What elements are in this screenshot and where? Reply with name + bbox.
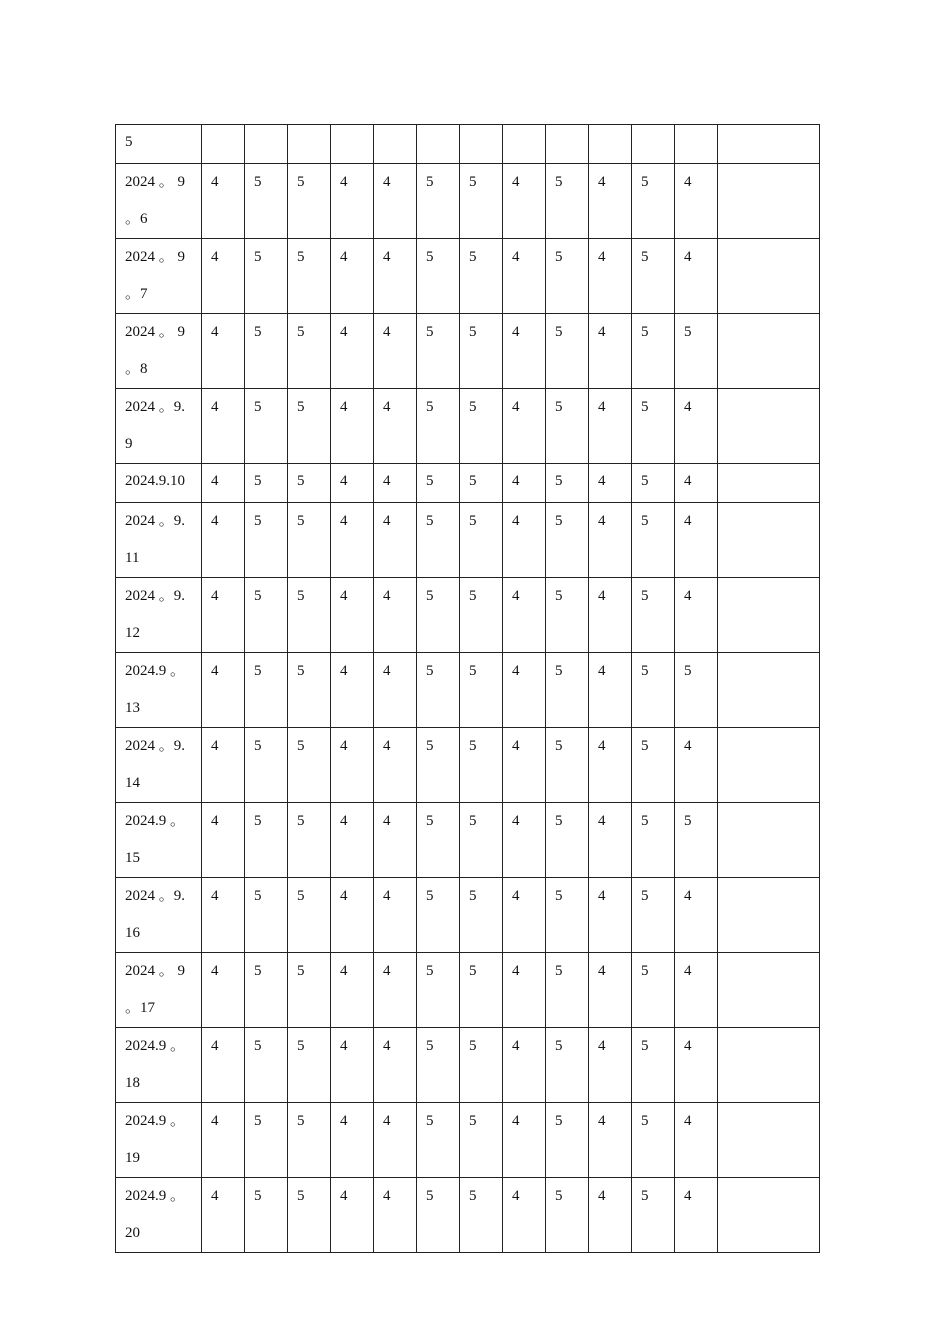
score-cell: 4 bbox=[374, 803, 417, 878]
score-cell: 4 bbox=[331, 239, 374, 314]
score-cell: 5 bbox=[460, 803, 503, 878]
note-cell bbox=[718, 1103, 820, 1178]
score-cell: 5 bbox=[546, 503, 589, 578]
date-cell bbox=[116, 164, 202, 239]
score-cell: 5 bbox=[460, 953, 503, 1028]
score-cell: 4 bbox=[503, 164, 546, 239]
score-cell: 5 bbox=[546, 1028, 589, 1103]
score-cell: 4 bbox=[503, 314, 546, 389]
score-cell: 5 bbox=[460, 653, 503, 728]
score-cell: 4 bbox=[503, 578, 546, 653]
score-cell: 4 bbox=[675, 878, 718, 953]
score-cell: 5 bbox=[417, 464, 460, 503]
date-text: 2024.9 。 bbox=[125, 663, 186, 679]
score-cell: 4 bbox=[374, 464, 417, 503]
score-cell: 5 bbox=[288, 1103, 331, 1178]
note-cell bbox=[718, 389, 820, 464]
score-cell: 5 bbox=[417, 1103, 460, 1178]
date-cell bbox=[116, 125, 202, 164]
score-cell: 5 bbox=[288, 164, 331, 239]
note-cell bbox=[718, 464, 820, 503]
score-cell: 5 bbox=[632, 578, 675, 653]
score-cell: 4 bbox=[374, 239, 417, 314]
score-cell: 4 bbox=[589, 314, 632, 389]
score-cell: 5 bbox=[546, 164, 589, 239]
date-text: 2024.9.10 bbox=[125, 473, 185, 489]
date-text: 。7 bbox=[125, 286, 148, 302]
score-cell bbox=[417, 125, 460, 164]
score-cell: 4 bbox=[202, 314, 245, 389]
score-cell: 4 bbox=[675, 953, 718, 1028]
score-cell: 5 bbox=[288, 464, 331, 503]
score-cell: 4 bbox=[202, 164, 245, 239]
score-cell: 5 bbox=[288, 653, 331, 728]
date-text: 2024 。9. bbox=[125, 588, 186, 604]
note-cell bbox=[718, 578, 820, 653]
score-cell: 5 bbox=[417, 164, 460, 239]
date-text: 2024 。9. bbox=[125, 513, 186, 529]
note-cell bbox=[718, 503, 820, 578]
score-cell: 5 bbox=[546, 239, 589, 314]
score-cell: 5 bbox=[288, 803, 331, 878]
note-cell bbox=[718, 953, 820, 1028]
score-cell: 5 bbox=[675, 653, 718, 728]
score-cell bbox=[460, 125, 503, 164]
score-cell: 4 bbox=[331, 803, 374, 878]
score-cell: 4 bbox=[202, 878, 245, 953]
date-text: 9 bbox=[125, 436, 133, 452]
score-cell: 5 bbox=[675, 803, 718, 878]
score-cell: 5 bbox=[245, 389, 288, 464]
score-cell: 5 bbox=[546, 728, 589, 803]
score-cell: 4 bbox=[374, 953, 417, 1028]
score-cell: 5 bbox=[632, 314, 675, 389]
date-text: 20 bbox=[125, 1225, 140, 1241]
score-cell: 4 bbox=[374, 389, 417, 464]
note-cell bbox=[718, 239, 820, 314]
score-cell: 4 bbox=[675, 1028, 718, 1103]
score-cell: 4 bbox=[589, 1103, 632, 1178]
score-cell: 4 bbox=[675, 578, 718, 653]
score-cell: 5 bbox=[632, 803, 675, 878]
score-cell: 5 bbox=[417, 389, 460, 464]
score-cell: 4 bbox=[331, 164, 374, 239]
date-text: 14 bbox=[125, 775, 140, 791]
score-cell: 5 bbox=[288, 578, 331, 653]
score-cell: 5 bbox=[460, 1103, 503, 1178]
score-cell: 4 bbox=[331, 314, 374, 389]
score-cell: 4 bbox=[374, 728, 417, 803]
score-cell: 5 bbox=[632, 728, 675, 803]
score-cell: 4 bbox=[503, 803, 546, 878]
score-cell: 4 bbox=[589, 503, 632, 578]
score-cell: 4 bbox=[589, 728, 632, 803]
table-row bbox=[116, 803, 820, 878]
score-cell: 4 bbox=[589, 239, 632, 314]
date-text: 2024 。 9 bbox=[125, 249, 186, 265]
score-cell: 5 bbox=[417, 578, 460, 653]
date-cell bbox=[116, 464, 202, 503]
date-text: 2024 。9. bbox=[125, 399, 186, 415]
date-cell bbox=[116, 878, 202, 953]
table-row bbox=[116, 464, 820, 503]
score-cell: 5 bbox=[546, 314, 589, 389]
score-cell: 5 bbox=[632, 1028, 675, 1103]
score-cell bbox=[374, 125, 417, 164]
score-cell: 5 bbox=[632, 653, 675, 728]
score-cell: 4 bbox=[202, 389, 245, 464]
score-cell: 4 bbox=[589, 164, 632, 239]
score-cell: 5 bbox=[417, 728, 460, 803]
score-cell: 5 bbox=[288, 503, 331, 578]
score-cell: 5 bbox=[245, 503, 288, 578]
table-row bbox=[116, 728, 820, 803]
score-cell: 5 bbox=[245, 578, 288, 653]
score-cell: 4 bbox=[503, 953, 546, 1028]
score-cell: 4 bbox=[503, 728, 546, 803]
score-cell: 4 bbox=[589, 653, 632, 728]
table-row bbox=[116, 389, 820, 464]
score-cell: 4 bbox=[589, 953, 632, 1028]
note-cell bbox=[718, 803, 820, 878]
date-cell bbox=[116, 728, 202, 803]
score-cell: 4 bbox=[331, 503, 374, 578]
score-cell: 5 bbox=[632, 1103, 675, 1178]
score-cell: 5 bbox=[245, 1103, 288, 1178]
date-text: 2024 。 9 bbox=[125, 174, 186, 190]
score-cell: 5 bbox=[546, 389, 589, 464]
score-cell: 5 bbox=[417, 1028, 460, 1103]
date-cell bbox=[116, 503, 202, 578]
score-cell: 5 bbox=[417, 314, 460, 389]
score-cell: 5 bbox=[288, 1028, 331, 1103]
score-cell: 4 bbox=[331, 1103, 374, 1178]
table-row bbox=[116, 1103, 820, 1178]
score-cell: 5 bbox=[460, 578, 503, 653]
note-cell bbox=[718, 878, 820, 953]
score-cell: 4 bbox=[675, 1178, 718, 1253]
score-cell: 4 bbox=[202, 728, 245, 803]
score-cell: 4 bbox=[374, 1028, 417, 1103]
score-cell: 4 bbox=[374, 1103, 417, 1178]
score-cell: 4 bbox=[589, 1178, 632, 1253]
score-cell: 4 bbox=[374, 503, 417, 578]
date-text: 2024 。 9 bbox=[125, 324, 186, 340]
score-cell: 5 bbox=[546, 803, 589, 878]
date-text: 2024 。9. bbox=[125, 888, 186, 904]
note-cell bbox=[718, 1178, 820, 1253]
score-cell: 5 bbox=[417, 653, 460, 728]
score-cell bbox=[288, 125, 331, 164]
score-cell: 4 bbox=[589, 389, 632, 464]
score-cell: 5 bbox=[546, 1178, 589, 1253]
table-row bbox=[116, 125, 820, 164]
date-cell bbox=[116, 1103, 202, 1178]
note-cell bbox=[718, 1028, 820, 1103]
score-cell: 5 bbox=[288, 389, 331, 464]
date-text: 2024.9 。 bbox=[125, 813, 186, 829]
table-row bbox=[116, 578, 820, 653]
score-cell: 4 bbox=[503, 239, 546, 314]
score-cell: 4 bbox=[503, 653, 546, 728]
note-cell bbox=[718, 728, 820, 803]
date-cell bbox=[116, 314, 202, 389]
score-cell: 5 bbox=[245, 1178, 288, 1253]
date-text: 12 bbox=[125, 625, 140, 641]
score-cell: 4 bbox=[331, 953, 374, 1028]
date-text: 2024.9 。 bbox=[125, 1113, 186, 1129]
score-cell: 4 bbox=[503, 1178, 546, 1253]
score-cell: 4 bbox=[202, 953, 245, 1028]
score-cell: 5 bbox=[417, 1178, 460, 1253]
date-text: 16 bbox=[125, 925, 140, 941]
date-text: 2024 。9. bbox=[125, 738, 186, 754]
date-text: 。8 bbox=[125, 361, 148, 377]
score-cell: 4 bbox=[503, 1103, 546, 1178]
score-cell: 5 bbox=[460, 389, 503, 464]
date-cell bbox=[116, 653, 202, 728]
score-cell: 5 bbox=[245, 878, 288, 953]
date-cell bbox=[116, 239, 202, 314]
table-row bbox=[116, 239, 820, 314]
note-cell bbox=[718, 125, 820, 164]
score-cell: 5 bbox=[460, 164, 503, 239]
score-cell: 5 bbox=[245, 314, 288, 389]
score-cell bbox=[546, 125, 589, 164]
score-cell: 4 bbox=[331, 1178, 374, 1253]
date-cell bbox=[116, 1178, 202, 1253]
score-cell: 4 bbox=[202, 464, 245, 503]
score-cell: 5 bbox=[245, 239, 288, 314]
score-cell: 4 bbox=[675, 728, 718, 803]
table-row bbox=[116, 164, 820, 239]
score-cell: 5 bbox=[460, 1178, 503, 1253]
score-cell: 4 bbox=[503, 464, 546, 503]
score-cell: 5 bbox=[632, 878, 675, 953]
date-text: 15 bbox=[125, 850, 140, 866]
score-cell: 4 bbox=[503, 503, 546, 578]
score-cell: 4 bbox=[202, 239, 245, 314]
score-cell: 5 bbox=[245, 164, 288, 239]
score-cell: 4 bbox=[675, 239, 718, 314]
date-text: 11 bbox=[125, 550, 140, 566]
date-text: 。17 bbox=[125, 1000, 156, 1016]
score-cell: 4 bbox=[675, 503, 718, 578]
score-cell: 4 bbox=[202, 1178, 245, 1253]
score-cell: 4 bbox=[589, 464, 632, 503]
score-cell: 5 bbox=[632, 239, 675, 314]
score-cell: 5 bbox=[460, 464, 503, 503]
score-cell: 4 bbox=[331, 464, 374, 503]
score-cell: 5 bbox=[417, 503, 460, 578]
score-cell bbox=[503, 125, 546, 164]
score-cell: 5 bbox=[546, 953, 589, 1028]
data-table bbox=[115, 124, 820, 1253]
score-cell: 5 bbox=[546, 653, 589, 728]
score-cell: 5 bbox=[417, 953, 460, 1028]
table-row bbox=[116, 503, 820, 578]
score-cell: 5 bbox=[546, 464, 589, 503]
score-cell: 4 bbox=[374, 164, 417, 239]
date-text: 19 bbox=[125, 1150, 140, 1166]
note-cell bbox=[718, 653, 820, 728]
score-cell: 4 bbox=[589, 878, 632, 953]
score-cell: 5 bbox=[675, 314, 718, 389]
date-cell bbox=[116, 953, 202, 1028]
score-cell: 4 bbox=[331, 578, 374, 653]
score-cell bbox=[589, 125, 632, 164]
score-cell: 4 bbox=[374, 314, 417, 389]
score-cell: 4 bbox=[202, 1028, 245, 1103]
score-cell: 5 bbox=[288, 878, 331, 953]
score-cell: 5 bbox=[245, 653, 288, 728]
score-cell: 5 bbox=[632, 164, 675, 239]
score-cell bbox=[245, 125, 288, 164]
score-cell bbox=[675, 125, 718, 164]
score-cell: 5 bbox=[632, 1178, 675, 1253]
score-cell: 5 bbox=[417, 803, 460, 878]
score-cell: 4 bbox=[675, 164, 718, 239]
score-cell: 5 bbox=[632, 389, 675, 464]
date-cell bbox=[116, 803, 202, 878]
score-cell: 5 bbox=[632, 503, 675, 578]
score-cell: 5 bbox=[245, 1028, 288, 1103]
date-cell bbox=[116, 1028, 202, 1103]
score-cell: 5 bbox=[288, 728, 331, 803]
score-cell: 4 bbox=[589, 803, 632, 878]
table-body bbox=[116, 125, 820, 1253]
score-cell: 5 bbox=[288, 314, 331, 389]
score-cell: 5 bbox=[245, 464, 288, 503]
score-cell bbox=[331, 125, 374, 164]
score-cell: 5 bbox=[460, 503, 503, 578]
score-cell: 4 bbox=[503, 389, 546, 464]
date-cell bbox=[116, 389, 202, 464]
score-cell: 5 bbox=[288, 953, 331, 1028]
score-cell: 5 bbox=[245, 803, 288, 878]
date-text: 。6 bbox=[125, 211, 148, 227]
score-cell: 4 bbox=[331, 1028, 374, 1103]
score-cell: 5 bbox=[417, 239, 460, 314]
table-row bbox=[116, 1178, 820, 1253]
date-text: 2024 。 9 bbox=[125, 963, 186, 979]
score-cell: 5 bbox=[546, 1103, 589, 1178]
score-cell: 5 bbox=[288, 1178, 331, 1253]
date-cell bbox=[116, 578, 202, 653]
score-cell: 4 bbox=[331, 389, 374, 464]
score-cell: 4 bbox=[374, 878, 417, 953]
score-cell: 4 bbox=[675, 1103, 718, 1178]
note-cell bbox=[718, 314, 820, 389]
score-cell: 5 bbox=[245, 728, 288, 803]
score-cell: 4 bbox=[503, 1028, 546, 1103]
score-cell: 5 bbox=[546, 878, 589, 953]
score-cell: 4 bbox=[202, 1103, 245, 1178]
score-cell: 4 bbox=[202, 803, 245, 878]
note-cell bbox=[718, 164, 820, 239]
score-cell: 4 bbox=[675, 389, 718, 464]
table-row bbox=[116, 878, 820, 953]
date-text: 13 bbox=[125, 700, 140, 716]
score-cell: 4 bbox=[675, 464, 718, 503]
score-cell: 4 bbox=[589, 578, 632, 653]
score-cell: 4 bbox=[331, 653, 374, 728]
table-row bbox=[116, 653, 820, 728]
date-text: 5 bbox=[125, 134, 133, 150]
score-cell: 4 bbox=[589, 1028, 632, 1103]
score-cell: 5 bbox=[460, 1028, 503, 1103]
score-cell: 5 bbox=[460, 314, 503, 389]
score-cell: 4 bbox=[374, 1178, 417, 1253]
table-row bbox=[116, 953, 820, 1028]
score-cell bbox=[632, 125, 675, 164]
score-cell: 4 bbox=[202, 578, 245, 653]
score-cell: 5 bbox=[546, 578, 589, 653]
score-cell: 5 bbox=[460, 728, 503, 803]
table-row bbox=[116, 314, 820, 389]
score-cell: 5 bbox=[417, 878, 460, 953]
score-cell: 5 bbox=[460, 878, 503, 953]
score-cell: 4 bbox=[503, 878, 546, 953]
date-text: 2024.9 。 bbox=[125, 1038, 186, 1054]
table-row bbox=[116, 1028, 820, 1103]
score-cell bbox=[202, 125, 245, 164]
score-cell: 5 bbox=[632, 464, 675, 503]
score-cell: 5 bbox=[460, 239, 503, 314]
date-text: 2024.9 。 bbox=[125, 1188, 186, 1204]
score-cell: 4 bbox=[331, 728, 374, 803]
score-cell: 4 bbox=[202, 653, 245, 728]
score-cell: 4 bbox=[331, 878, 374, 953]
score-cell: 5 bbox=[288, 239, 331, 314]
score-cell: 4 bbox=[374, 578, 417, 653]
score-cell: 5 bbox=[245, 953, 288, 1028]
date-text: 18 bbox=[125, 1075, 140, 1091]
score-cell: 4 bbox=[202, 503, 245, 578]
score-cell: 4 bbox=[374, 653, 417, 728]
score-cell: 5 bbox=[632, 953, 675, 1028]
